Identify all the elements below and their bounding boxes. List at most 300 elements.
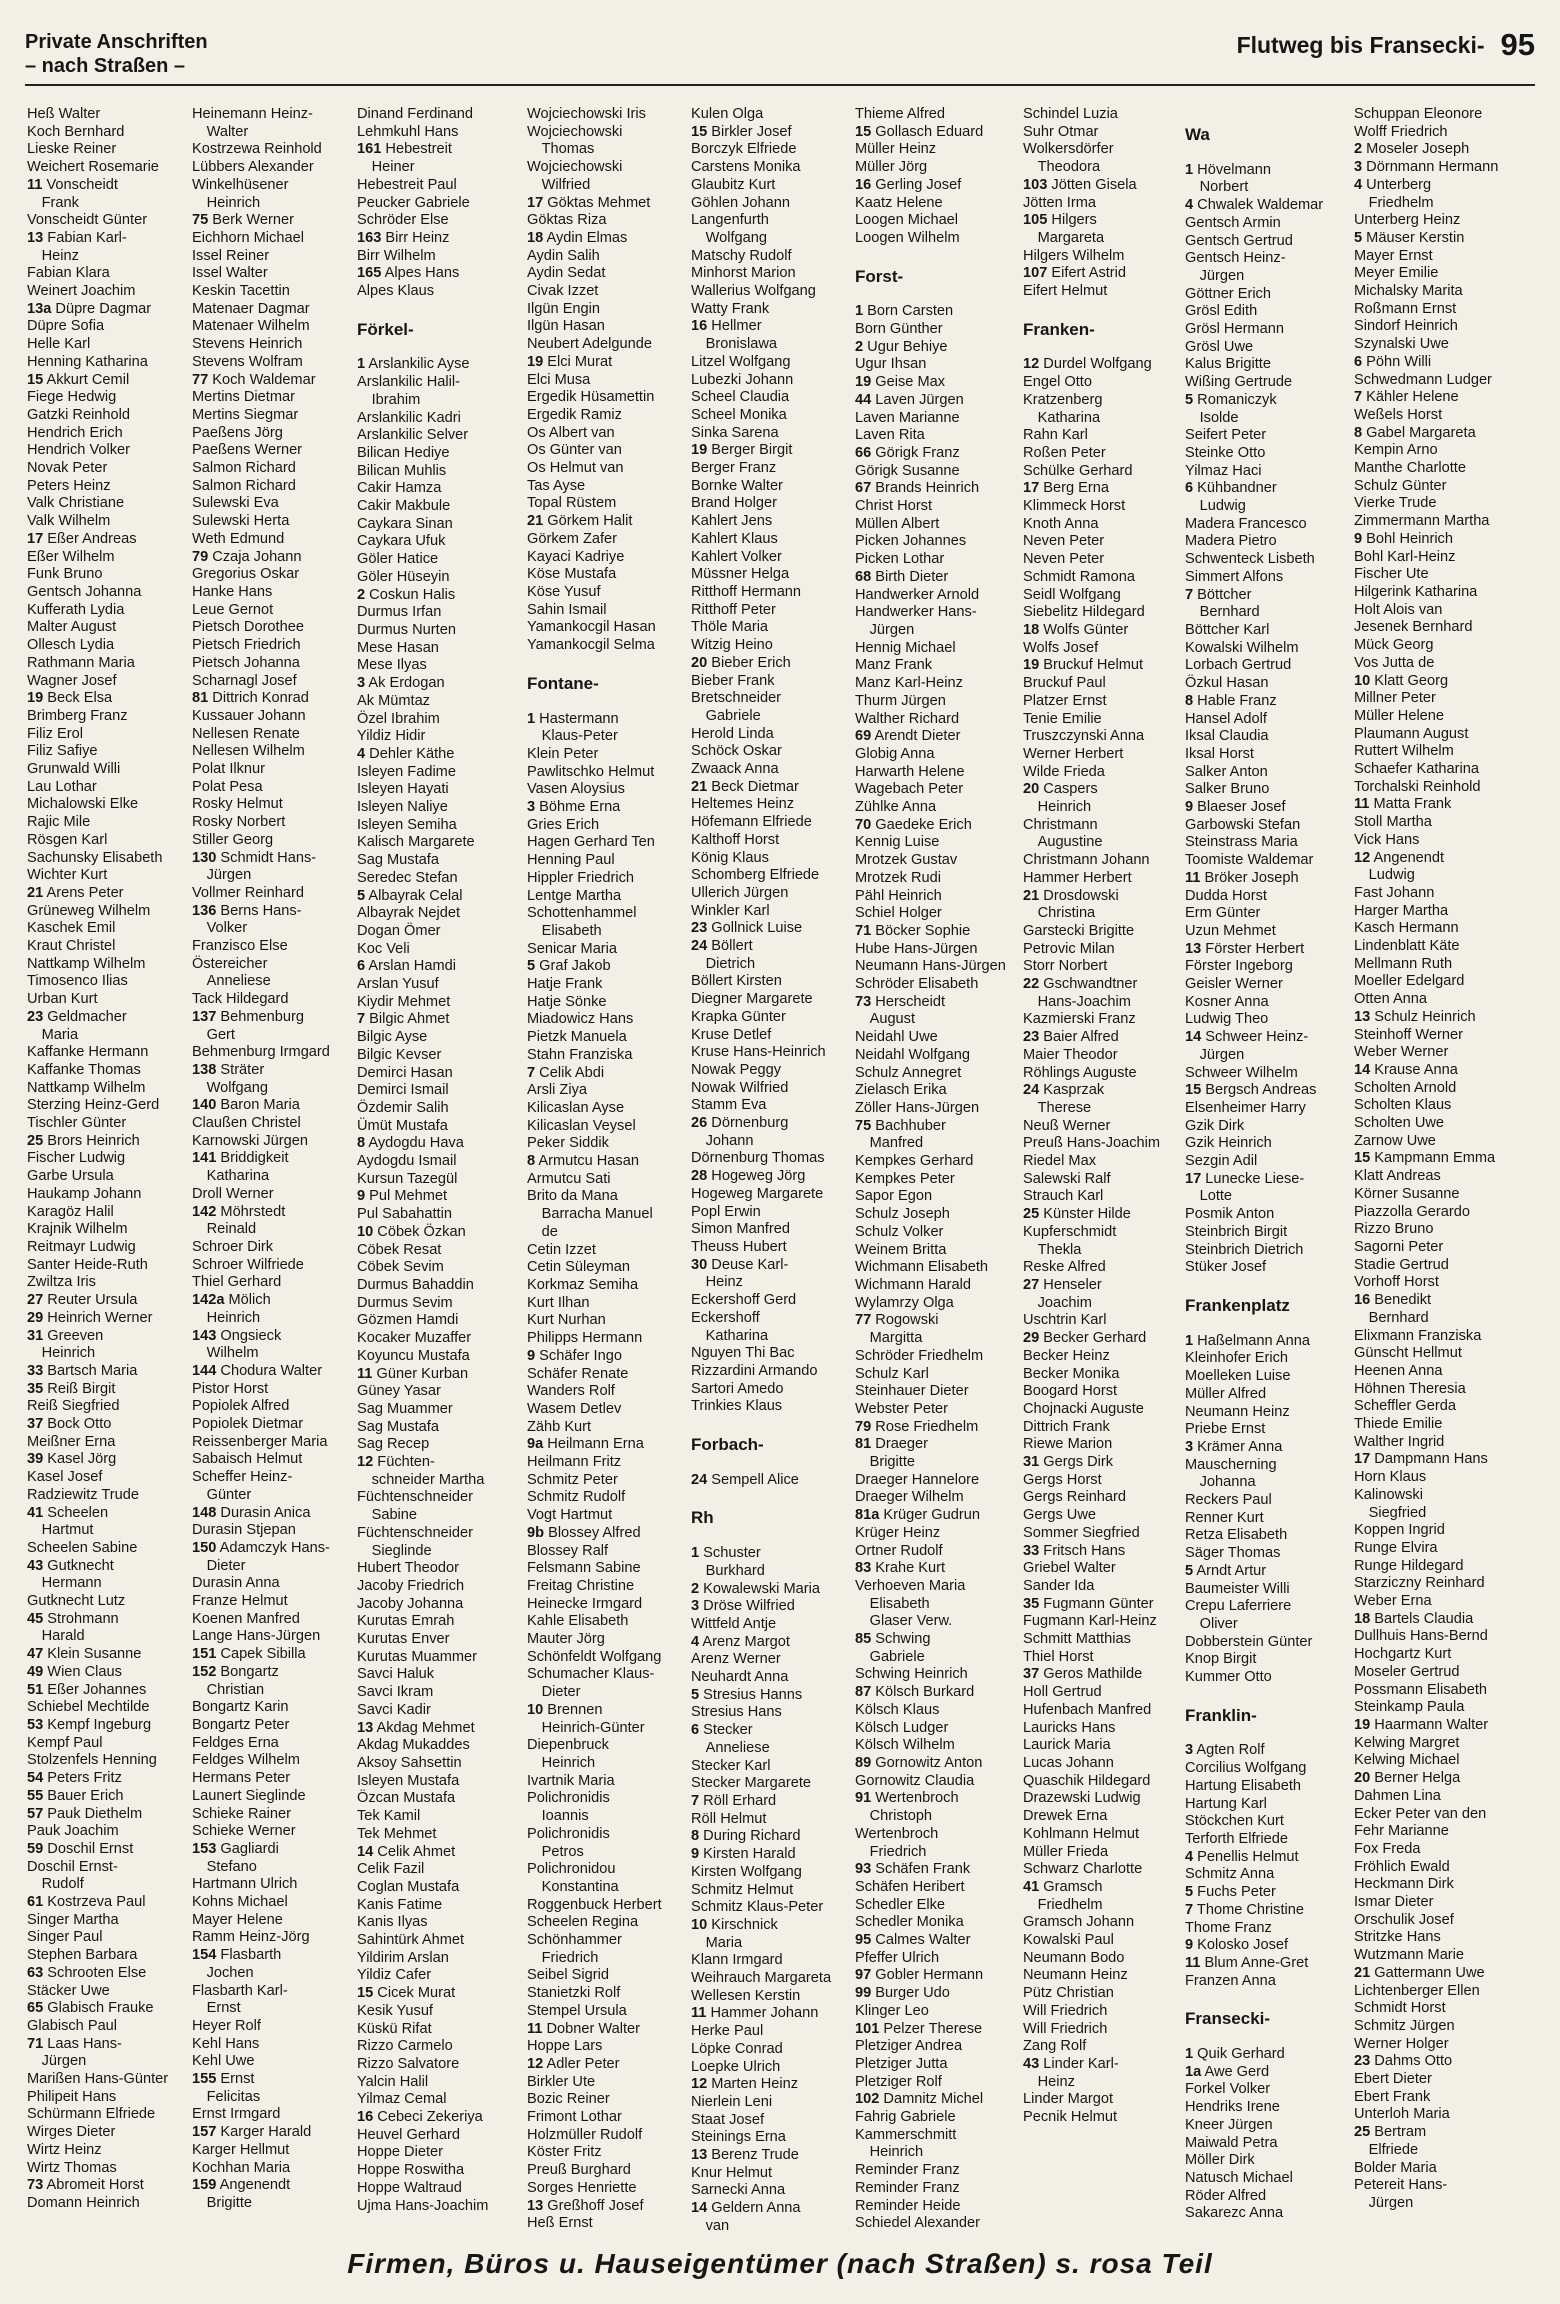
- resident-entry: Ilgün Hasan: [527, 318, 605, 335]
- resident-entry: Müller Heinz: [855, 141, 937, 158]
- resident-entry: Wichmann Elisabeth: [855, 1259, 989, 1276]
- resident-entry: 11 Güner Kurban: [357, 1365, 469, 1382]
- resident-entry: Manthe Charlotte: [1354, 460, 1466, 477]
- resident-entry: Bronislawa: [691, 336, 777, 353]
- resident-entry: 71 Laas Hans-: [27, 2035, 122, 2052]
- resident-entry: Säger Thomas: [1185, 1545, 1281, 1562]
- resident-entry: Lucas Johann: [1023, 1754, 1114, 1771]
- resident-entry: Seredec Stefan: [357, 869, 458, 886]
- resident-entry: Köster Fritz: [527, 2144, 602, 2161]
- resident-entry: Schulz Volker: [855, 1223, 944, 1240]
- resident-entry: Engel Otto: [1023, 374, 1092, 391]
- resident-entry: Gentsch Armin: [1185, 214, 1281, 231]
- resident-entry: Polichronidis: [527, 1825, 610, 1842]
- resident-entry: Neidahl Wolfgang: [855, 1046, 970, 1063]
- resident-entry: Förster Ingeborg: [1185, 958, 1293, 975]
- resident-entry: Hochgartz Kurt: [1354, 1646, 1452, 1663]
- house-number: 8: [357, 1135, 366, 1152]
- resident-entry: Felsmann Sabine: [527, 1560, 641, 1577]
- resident-entry: Friedrich: [527, 1949, 599, 1966]
- resident-entry: Linder Margot: [1023, 2091, 1114, 2108]
- resident-entry: Bernhard: [1185, 604, 1260, 621]
- resident-entry: 67 Brands Heinrich: [855, 480, 980, 497]
- resident-entry: Brigitte: [192, 2194, 253, 2211]
- resident-entry: Mertins Dietmar: [192, 389, 295, 406]
- resident-entry: Kulen Olga: [691, 106, 764, 122]
- column-9: [1354, 106, 1514, 2241]
- house-number: 19: [1354, 1716, 1371, 1733]
- house-number: 17: [1354, 1451, 1371, 1468]
- resident-entry: Moeller Edelgard: [1354, 973, 1465, 990]
- resident-entry: Christoph: [855, 1808, 933, 1825]
- resident-entry: Dinand Ferdinand: [357, 106, 474, 122]
- resident-entry: Schwarz Charlotte: [1023, 1861, 1143, 1878]
- resident-entry: Gergs Reinhard: [1023, 1489, 1127, 1506]
- resident-entry: Malter August: [27, 619, 117, 636]
- resident-entry: Bolder Maria: [1354, 2159, 1437, 2176]
- resident-entry: Kasch Hermann: [1354, 920, 1459, 937]
- resident-entry: Hogeweg Margarete: [691, 1185, 824, 1202]
- resident-entry: Pietsch Dorothee: [192, 619, 304, 636]
- resident-entry: Kalthoff Horst: [691, 831, 780, 848]
- resident-entry: Droll Werner: [192, 1185, 274, 1202]
- resident-entry: 21 Beck Dietmar: [691, 778, 799, 795]
- resident-entry: Heinrich: [192, 194, 261, 211]
- street-heading: Frankenplatz: [1185, 1296, 1290, 1315]
- house-number: 81a: [855, 1507, 880, 1524]
- resident-entry: 9 Blaeser Josef: [1185, 799, 1286, 816]
- house-number: 153: [192, 1840, 217, 1857]
- resident-entry: 3 Ak Erdogan: [357, 675, 445, 692]
- resident-entry: Kasel Josef: [27, 1469, 103, 1486]
- resident-entry: 16 Cebeci Zekeriya: [357, 2109, 483, 2126]
- house-number: 14: [1354, 1061, 1371, 1078]
- resident-entry: Oliver: [1185, 1615, 1238, 1632]
- resident-entry: Thöle Maria: [691, 619, 769, 636]
- resident-entry: Stresius Hans: [691, 1704, 782, 1721]
- resident-entry: 7 Thome Christine: [1185, 1901, 1304, 1918]
- resident-entry: Heyer Rolf: [192, 2017, 261, 2034]
- resident-entry: 15 Bergsch Andreas: [1185, 1082, 1317, 1099]
- resident-entry: Launert Sieglinde: [192, 1787, 306, 1804]
- resident-entry: Rathmann Maria: [27, 654, 135, 671]
- resident-entry: Kölsch Ludger: [855, 1719, 949, 1736]
- resident-entry: Wylamrzy Olga: [855, 1294, 954, 1311]
- resident-entry: Pawlitschko Helmut: [527, 763, 655, 780]
- house-number: 2: [691, 1580, 700, 1597]
- resident-entry: Brand Holger: [691, 495, 777, 512]
- resident-entry: Sahintürk Ahmet: [357, 1932, 465, 1949]
- resident-entry: Zwaack Anna: [691, 761, 779, 778]
- resident-entry: 130 Schmidt Hans-: [192, 849, 317, 866]
- resident-entry: Novak Peter: [27, 460, 108, 477]
- house-number: 26: [691, 1115, 708, 1132]
- resident-entry: Savci Haluk: [357, 1666, 435, 1683]
- resident-entry: 14 Schweer Heinz-: [1185, 1029, 1309, 1046]
- house-number: 103: [1023, 176, 1048, 193]
- resident-entry: Schönhammer: [527, 1932, 622, 1949]
- resident-entry: Heuvel Gerhard: [357, 2126, 461, 2143]
- resident-entry: Bernhard: [1354, 1309, 1429, 1326]
- resident-entry: Neuß Werner: [1023, 1117, 1111, 1134]
- resident-entry: Wojciechowski: [527, 123, 623, 140]
- resident-entry: Schmitz Klaus-Peter: [691, 1899, 824, 1916]
- resident-entry: 144 Chodura Walter: [192, 1362, 323, 1379]
- resident-entry: 19 Bruckuf Helmut: [1023, 657, 1144, 674]
- house-number: 37: [27, 1416, 44, 1433]
- resident-entry: 102 Damnitz Michel: [855, 2091, 984, 2108]
- resident-entry: Becker Heinz: [1023, 1347, 1110, 1364]
- resident-entry: Stevens Wolfram: [192, 353, 303, 370]
- resident-entry: 45 Strohmann: [27, 1610, 119, 1627]
- house-number: 14: [691, 2200, 708, 2217]
- house-number: 142a: [192, 1292, 225, 1309]
- resident-entry: 73 Abromeit Horst: [27, 2177, 144, 2194]
- resident-entry: Eifert Helmut: [1023, 283, 1108, 300]
- house-number: 151: [192, 1646, 217, 1663]
- resident-entry: Kölsch Klaus: [855, 1701, 940, 1718]
- resident-entry: Reske Alfred: [1023, 1259, 1106, 1276]
- resident-entry: Aksoy Sahsettin: [357, 1754, 462, 1771]
- resident-entry: Reissenberger Maria: [192, 1433, 328, 1450]
- resident-entry: Tischler Günter: [27, 1115, 127, 1132]
- resident-entry: 25 Bertram: [1354, 2124, 1427, 2141]
- resident-entry: Korkmaz Semiha: [527, 1277, 639, 1293]
- resident-entry: Preuß Hans-Joachim: [1023, 1135, 1161, 1152]
- house-number: 9: [691, 1846, 700, 1863]
- resident-entry: Staat Josef: [691, 2111, 765, 2128]
- resident-entry: Katharina: [192, 1168, 270, 1185]
- resident-entry: Pauk Joachim: [27, 1823, 119, 1840]
- resident-entry: 57 Pauk Diethelm: [27, 1805, 143, 1822]
- resident-entry: 21 Arens Peter: [27, 884, 124, 901]
- resident-entry: Rizzo Salvatore: [357, 2055, 460, 2072]
- resident-entry: Loepke Ulrich: [691, 2058, 781, 2075]
- resident-entry: Weinert Joachim: [27, 283, 136, 300]
- resident-entry: Will Friedrich: [1023, 2002, 1108, 2019]
- resident-entry: Holt Alois van: [1354, 601, 1443, 618]
- resident-entry: Boogard Horst: [1023, 1383, 1118, 1400]
- resident-entry: 13 Schulz Heinrich: [1354, 1008, 1476, 1025]
- resident-entry: Matenaer Dagmar: [192, 300, 310, 317]
- house-number: 138: [192, 1061, 217, 1078]
- resident-entry: Klann Irmgard: [691, 1952, 783, 1969]
- resident-entry: Christian: [192, 1681, 265, 1698]
- house-number: 17: [27, 530, 44, 547]
- resident-entry: Walter: [192, 123, 249, 140]
- resident-entry: Wilde Frieda: [1023, 763, 1105, 780]
- house-number: 15: [855, 123, 872, 140]
- resident-entry: Röll Helmut: [691, 1810, 767, 1827]
- resident-entry: Holzmüller Rudolf: [527, 2126, 643, 2143]
- resident-entry: Singer Paul: [27, 1929, 103, 1946]
- resident-entry: Schmitz Anna: [1185, 1866, 1275, 1883]
- resident-entry: Schröder Friedhelm: [855, 1347, 984, 1364]
- resident-entry: Aydogdu Ismail: [357, 1153, 457, 1170]
- resident-entry: 10 Brennen: [527, 1701, 603, 1718]
- resident-entry: 73 Herscheidt: [855, 993, 946, 1010]
- house-number: 144: [192, 1362, 217, 1379]
- resident-entry: Behmenburg Irmgard: [192, 1044, 330, 1061]
- resident-entry: Ruttert Wilhelm: [1354, 743, 1454, 760]
- house-number: 6: [1354, 353, 1363, 370]
- directory-columns: [27, 106, 1533, 2241]
- resident-entry: 47 Klein Susanne: [27, 1646, 142, 1663]
- house-number: 5: [1185, 391, 1194, 408]
- resident-entry: Schulz Joseph: [855, 1206, 950, 1223]
- resident-entry: Ibrahim: [357, 391, 421, 408]
- resident-entry: Burkhard: [691, 1562, 765, 1579]
- house-number: 17: [527, 194, 544, 211]
- resident-entry: Kostrzewa Reinhold: [192, 141, 322, 158]
- resident-entry: 37 Bock Otto: [27, 1416, 112, 1433]
- resident-entry: Köse Mustafa: [527, 566, 617, 583]
- house-number: 13: [527, 2197, 544, 2214]
- resident-entry: 2 Coskun Halis: [357, 586, 456, 603]
- resident-entry: Dieter: [192, 1557, 246, 1574]
- house-number: 81: [192, 690, 209, 707]
- resident-entry: Celik Fazil: [357, 1861, 425, 1878]
- resident-entry: Katharina: [691, 1327, 769, 1344]
- resident-entry: Sorges Henriette: [527, 2179, 637, 2196]
- resident-entry: Sachunsky Elisabeth: [27, 849, 163, 866]
- house-number: 21: [27, 884, 44, 901]
- resident-entry: 107 Eifert Astrid: [1023, 265, 1127, 282]
- resident-entry: Roßen Peter: [1023, 444, 1106, 461]
- resident-entry: Neuhardt Anna: [691, 1669, 789, 1686]
- resident-entry: 75 Berk Werner: [192, 212, 294, 229]
- resident-entry: 59 Doschil Ernst: [27, 1840, 134, 1857]
- resident-entry: Hufenbach Manfred: [1023, 1701, 1152, 1718]
- resident-entry: Michalowski Elke: [27, 796, 139, 813]
- resident-entry: Heenen Anna: [1354, 1362, 1443, 1379]
- resident-entry: Crepu Laferriere: [1185, 1598, 1292, 1615]
- resident-entry: Kiydir Mehmet: [357, 993, 451, 1010]
- house-number: 7: [1185, 1901, 1194, 1918]
- resident-entry: 3 Krämer Anna: [1185, 1438, 1283, 1455]
- resident-entry: Cöbek Resat: [357, 1241, 442, 1258]
- resident-entry: Wichter Kurt: [27, 867, 108, 884]
- resident-entry: Johanna: [1185, 1474, 1256, 1491]
- resident-entry: 43 Gutknecht: [27, 1557, 114, 1574]
- resident-entry: Caykara Sinan: [357, 515, 453, 532]
- resident-entry: 1 Hastermann: [527, 710, 619, 727]
- resident-entry: Litzel Wolfgang: [691, 353, 791, 370]
- resident-entry: Os Günter van: [527, 442, 622, 459]
- resident-entry: Bilgic Kevser: [357, 1046, 442, 1063]
- resident-entry: Grösl Uwe: [1185, 338, 1254, 355]
- column-6: [855, 106, 1015, 2241]
- resident-entry: Bretschneider: [691, 690, 782, 707]
- resident-entry: Dogan Ömer: [357, 922, 441, 939]
- footer-note: Firmen, Büros u. Hauseigentümer (nach Straßen) s. rosa Teil: [347, 2248, 1213, 2279]
- house-number: 57: [27, 1805, 44, 1822]
- resident-entry: Jötten Irma: [1023, 194, 1096, 211]
- resident-entry: Durmus Nurten: [357, 621, 456, 638]
- resident-entry: Kohns Michael: [192, 1894, 288, 1911]
- resident-entry: 5 Albayrak Celal: [357, 887, 463, 904]
- resident-entry: Polichronidis: [527, 1790, 610, 1807]
- resident-entry: Grüneweg Wilhelm: [27, 902, 151, 919]
- resident-entry: Jürgen: [27, 2053, 87, 2070]
- resident-entry: Durmus Bahaddin: [357, 1277, 474, 1293]
- house-number: 9: [527, 1347, 536, 1364]
- resident-entry: 22 Gschwandtner: [1023, 976, 1138, 993]
- resident-entry: Frimont Lothar: [527, 2109, 622, 2126]
- resident-entry: Schröder Else: [357, 212, 449, 229]
- resident-entry: Knoth Anna: [1023, 515, 1099, 532]
- resident-entry: Kehl Uwe: [192, 2053, 255, 2070]
- resident-entry: 7 Celik Abdi: [527, 1064, 605, 1081]
- resident-entry: 24 Böllert: [691, 938, 753, 955]
- resident-entry: Schäfen Heribert: [855, 1878, 965, 1895]
- resident-entry: Gergs Uwe: [1023, 1507, 1096, 1524]
- resident-entry: Loogen Michael: [855, 212, 959, 229]
- resident-entry: Quaschik Hildegard: [1023, 1772, 1151, 1789]
- resident-entry: Schmitz Rudolf: [527, 1489, 626, 1506]
- resident-entry: Gözmen Hamdi: [357, 1312, 459, 1329]
- resident-entry: 2 Ugur Behiye: [855, 338, 948, 355]
- resident-entry: Corcilius Wolfgang: [1185, 1760, 1307, 1777]
- resident-entry: Isleyen Semiha: [357, 816, 457, 833]
- resident-entry: Hartung Elisabeth: [1185, 1777, 1302, 1794]
- resident-entry: Weinem Britta: [855, 1241, 947, 1258]
- house-number: 24: [691, 1471, 708, 1488]
- resident-entry: Schiedel Alexander: [855, 2215, 980, 2232]
- resident-entry: 54 Peters Fritz: [27, 1770, 122, 1787]
- resident-entry: Krajnik Wilhelm: [27, 1221, 128, 1238]
- resident-entry: Stritzke Hans: [1354, 1929, 1441, 1946]
- resident-entry: Neubert Adelgunde: [527, 336, 652, 353]
- resident-entry: Birkler Ute: [527, 2073, 596, 2090]
- resident-entry: 15 Birkler Josef: [691, 123, 792, 140]
- house-number: 101: [855, 2020, 880, 2037]
- resident-entry: Gregorius Oskar: [192, 566, 300, 583]
- resident-entry: Schröder Elisabeth: [855, 976, 979, 993]
- resident-entry: Özel Ibrahim: [357, 710, 440, 727]
- resident-entry: Fugmann Karl-Heinz: [1023, 1613, 1157, 1630]
- page-number: 95: [1500, 27, 1535, 62]
- resident-entry: Arslankilic Kadri: [357, 409, 461, 426]
- resident-entry: Retza Elisabeth: [1185, 1527, 1288, 1544]
- resident-entry: Kaffanke Hermann: [27, 1044, 149, 1061]
- street-heading: Forst-: [855, 266, 904, 286]
- resident-entry: Elfriede: [1354, 2141, 1419, 2158]
- house-number: 70: [855, 816, 872, 833]
- house-number: 89: [855, 1754, 872, 1771]
- resident-entry: schneider Martha: [357, 1471, 485, 1488]
- resident-entry: 14 Celik Ahmet: [357, 1843, 456, 1860]
- resident-entry: Sieglinde: [357, 1542, 432, 1559]
- house-number: 11: [691, 2005, 707, 2022]
- resident-entry: Wolfgang: [192, 1079, 268, 1096]
- resident-entry: Pletziger Jutta: [855, 2055, 948, 2072]
- resident-entry: Werner Herbert: [1023, 745, 1124, 762]
- house-number: 33: [27, 1362, 44, 1379]
- resident-entry: Stecker Karl: [691, 1757, 771, 1774]
- resident-entry: Handwerker Arnold: [855, 586, 980, 603]
- resident-entry: Rudolf: [27, 1876, 84, 1893]
- resident-entry: 154 Flasbarth: [192, 1947, 282, 1964]
- resident-entry: Hoppe Lars: [527, 2038, 603, 2055]
- house-number: 24: [691, 938, 708, 955]
- resident-entry: Dobberstein Günter: [1185, 1633, 1313, 1650]
- resident-entry: Arslankilic Selver: [357, 427, 469, 444]
- resident-entry: Heinemann Heinz-: [192, 106, 313, 122]
- resident-entry: Fischer Ludwig: [27, 1150, 126, 1167]
- resident-entry: Glaser Verw.: [855, 1613, 953, 1630]
- house-number: 91: [855, 1790, 872, 1807]
- resident-entry: Lau Lothar: [27, 778, 97, 795]
- resident-entry: 19 Beck Elsa: [27, 690, 113, 707]
- resident-entry: 33 Fritsch Hans: [1023, 1542, 1126, 1559]
- resident-entry: 15 Akkurt Cemil: [27, 371, 130, 388]
- resident-entry: 3 Dröse Wilfried: [691, 1598, 795, 1615]
- resident-entry: 31 Gergs Dirk: [1023, 1454, 1114, 1471]
- resident-entry: Garbowski Stefan: [1185, 816, 1301, 833]
- resident-entry: Rajic Mile: [27, 814, 91, 831]
- house-number: 17: [1185, 1170, 1202, 1187]
- resident-entry: Kempin Arno: [1354, 442, 1438, 459]
- resident-entry: Jesenek Bernhard: [1354, 619, 1473, 636]
- resident-entry: Dittrich Frank: [1023, 1418, 1110, 1435]
- resident-entry: 16 Benedikt: [1354, 1292, 1432, 1309]
- resident-entry: 148 Durasin Anica: [192, 1504, 311, 1521]
- resident-entry: Truszczynski Anna: [1023, 728, 1145, 745]
- street-heading: Fransecki-: [1185, 2009, 1271, 2029]
- resident-entry: Stephen Barbara: [27, 1947, 138, 1964]
- resident-entry: 91 Wertenbroch: [855, 1790, 959, 1807]
- resident-entry: Manfred: [855, 1135, 924, 1152]
- resident-entry: 12 Füchten-: [357, 1454, 435, 1471]
- resident-entry: Runge Hildegard: [1354, 1557, 1464, 1574]
- resident-entry: Düpre Sofia: [27, 318, 105, 335]
- resident-entry: 11 Bröker Joseph: [1185, 869, 1299, 886]
- resident-entry: Durmus Sevim: [357, 1294, 453, 1311]
- resident-entry: Röder Alfred: [1185, 2187, 1267, 2204]
- resident-entry: Schieke Rainer: [192, 1805, 291, 1822]
- resident-entry: 33 Bartsch Maria: [27, 1362, 138, 1379]
- resident-entry: Matenaer Wilhelm: [192, 318, 310, 335]
- resident-entry: 31 Greeven: [27, 1327, 104, 1344]
- resident-entry: Vos Jutta de: [1354, 654, 1435, 671]
- resident-entry: 53 Kempf Ingeburg: [27, 1716, 152, 1733]
- resident-entry: Brigitte: [855, 1454, 916, 1471]
- house-number: 152: [192, 1663, 217, 1680]
- resident-entry: 16 Gerling Josef: [855, 176, 962, 193]
- resident-entry: Isolde: [1185, 409, 1239, 426]
- resident-entry: Özkul Hasan: [1185, 675, 1269, 692]
- resident-entry: Eckershoff Gerd: [691, 1292, 797, 1309]
- resident-entry: Kruse Detlef: [691, 1026, 772, 1043]
- resident-entry: Isleyen Fadime: [357, 763, 456, 780]
- resident-entry: Suhr Otmar: [1023, 123, 1099, 140]
- resident-entry: Isleyen Hayati: [357, 781, 449, 798]
- resident-entry: Unterloh Maria: [1354, 2106, 1450, 2123]
- resident-entry: 141 Briddigkeit: [192, 1150, 289, 1167]
- resident-entry: Madera Pietro: [1185, 533, 1277, 550]
- resident-entry: Sinka Sarena: [691, 424, 779, 441]
- resident-entry: Jürgen: [1185, 1046, 1245, 1063]
- resident-entry: 13 Akdag Mehmet: [357, 1719, 475, 1736]
- resident-entry: Polat Ilknur: [192, 761, 266, 778]
- resident-entry: Ritthoff Hermann: [691, 583, 802, 600]
- resident-entry: Pütz Christian: [1023, 1985, 1114, 2002]
- resident-entry: Glaubitz Kurt: [691, 176, 776, 193]
- resident-entry: Vick Hans: [1354, 831, 1420, 848]
- resident-entry: 1 Schuster: [691, 1545, 761, 1562]
- house-number: 25: [1023, 1206, 1040, 1223]
